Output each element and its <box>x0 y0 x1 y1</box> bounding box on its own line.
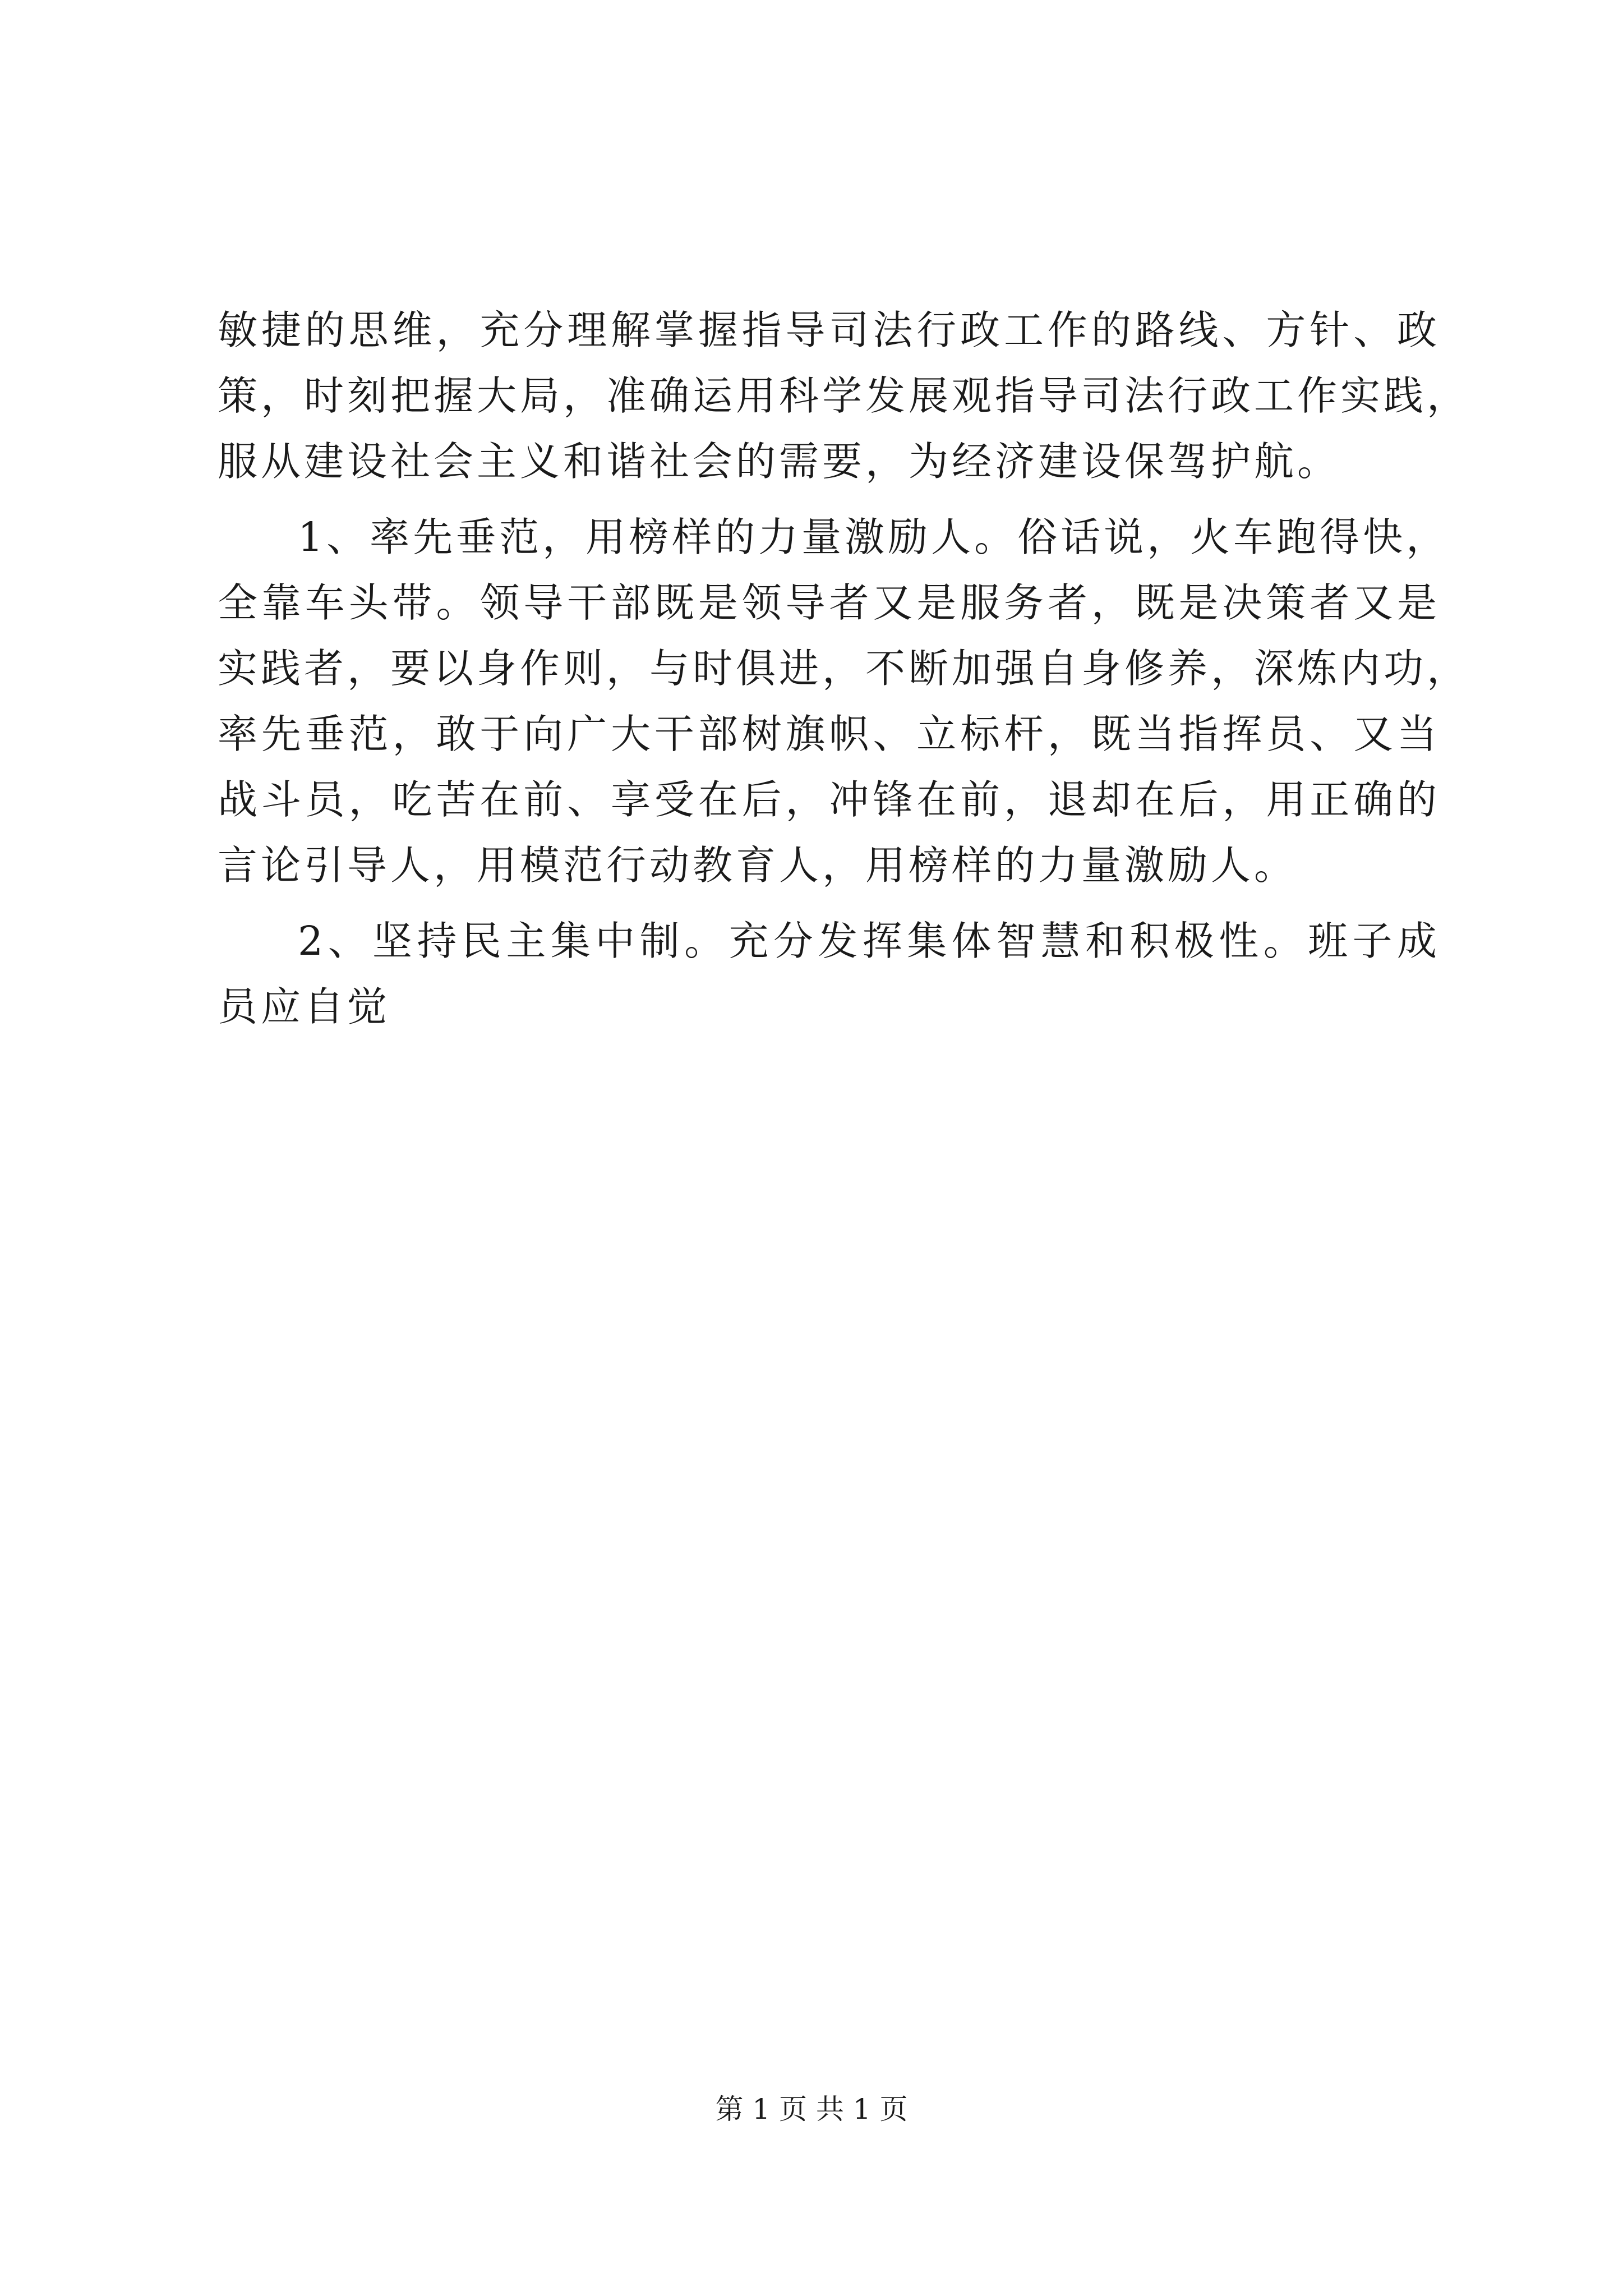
text-line: 战斗员，吃苦在前、享受在后，冲锋在前，退却在后，用正确的 <box>218 776 1440 823</box>
text-line: 员应自觉 <box>218 983 391 1030</box>
text-line: 敏捷的思维，充分理解掌握指导司法行政工作的路线、方针、政 <box>218 307 1440 353</box>
text-line: 实践者，要以身作则，与时俱进，不断加强自身修养，深炼内功， <box>218 645 1470 692</box>
text-line: 2、坚持民主集中制。充分发挥集体智慧和积极性。班子成 <box>298 918 1440 964</box>
page-number-label: 第 1 页 共 1 页 <box>715 2093 908 2125</box>
paragraph <box>218 297 1470 494</box>
paragraph <box>218 908 1440 1039</box>
text-line: 率先垂范，敢于向广大干部树旗帜、立标杆，既当指挥员、又当 <box>218 711 1440 757</box>
text-line: 全靠车头带。领导干部既是领导者又是服务者，既是决策者又是 <box>218 579 1440 626</box>
text-line: 策，时刻把握大局，准确运用科学发展观指导司法行政工作实践， <box>218 372 1470 419</box>
page-footer <box>0 2092 1623 2126</box>
paragraph <box>218 504 1470 898</box>
text-line: 1、率先垂范，用榜样的力量激励人。俗话说，火车跑得快， <box>298 514 1450 560</box>
text-line: 服从建设社会主义和谐社会的需要，为经济建设保驾护航。 <box>218 438 1341 485</box>
document-body <box>218 297 1470 1039</box>
text-line: 言论引导人，用模范行动教育人，用榜样的力量激励人。 <box>218 842 1298 889</box>
